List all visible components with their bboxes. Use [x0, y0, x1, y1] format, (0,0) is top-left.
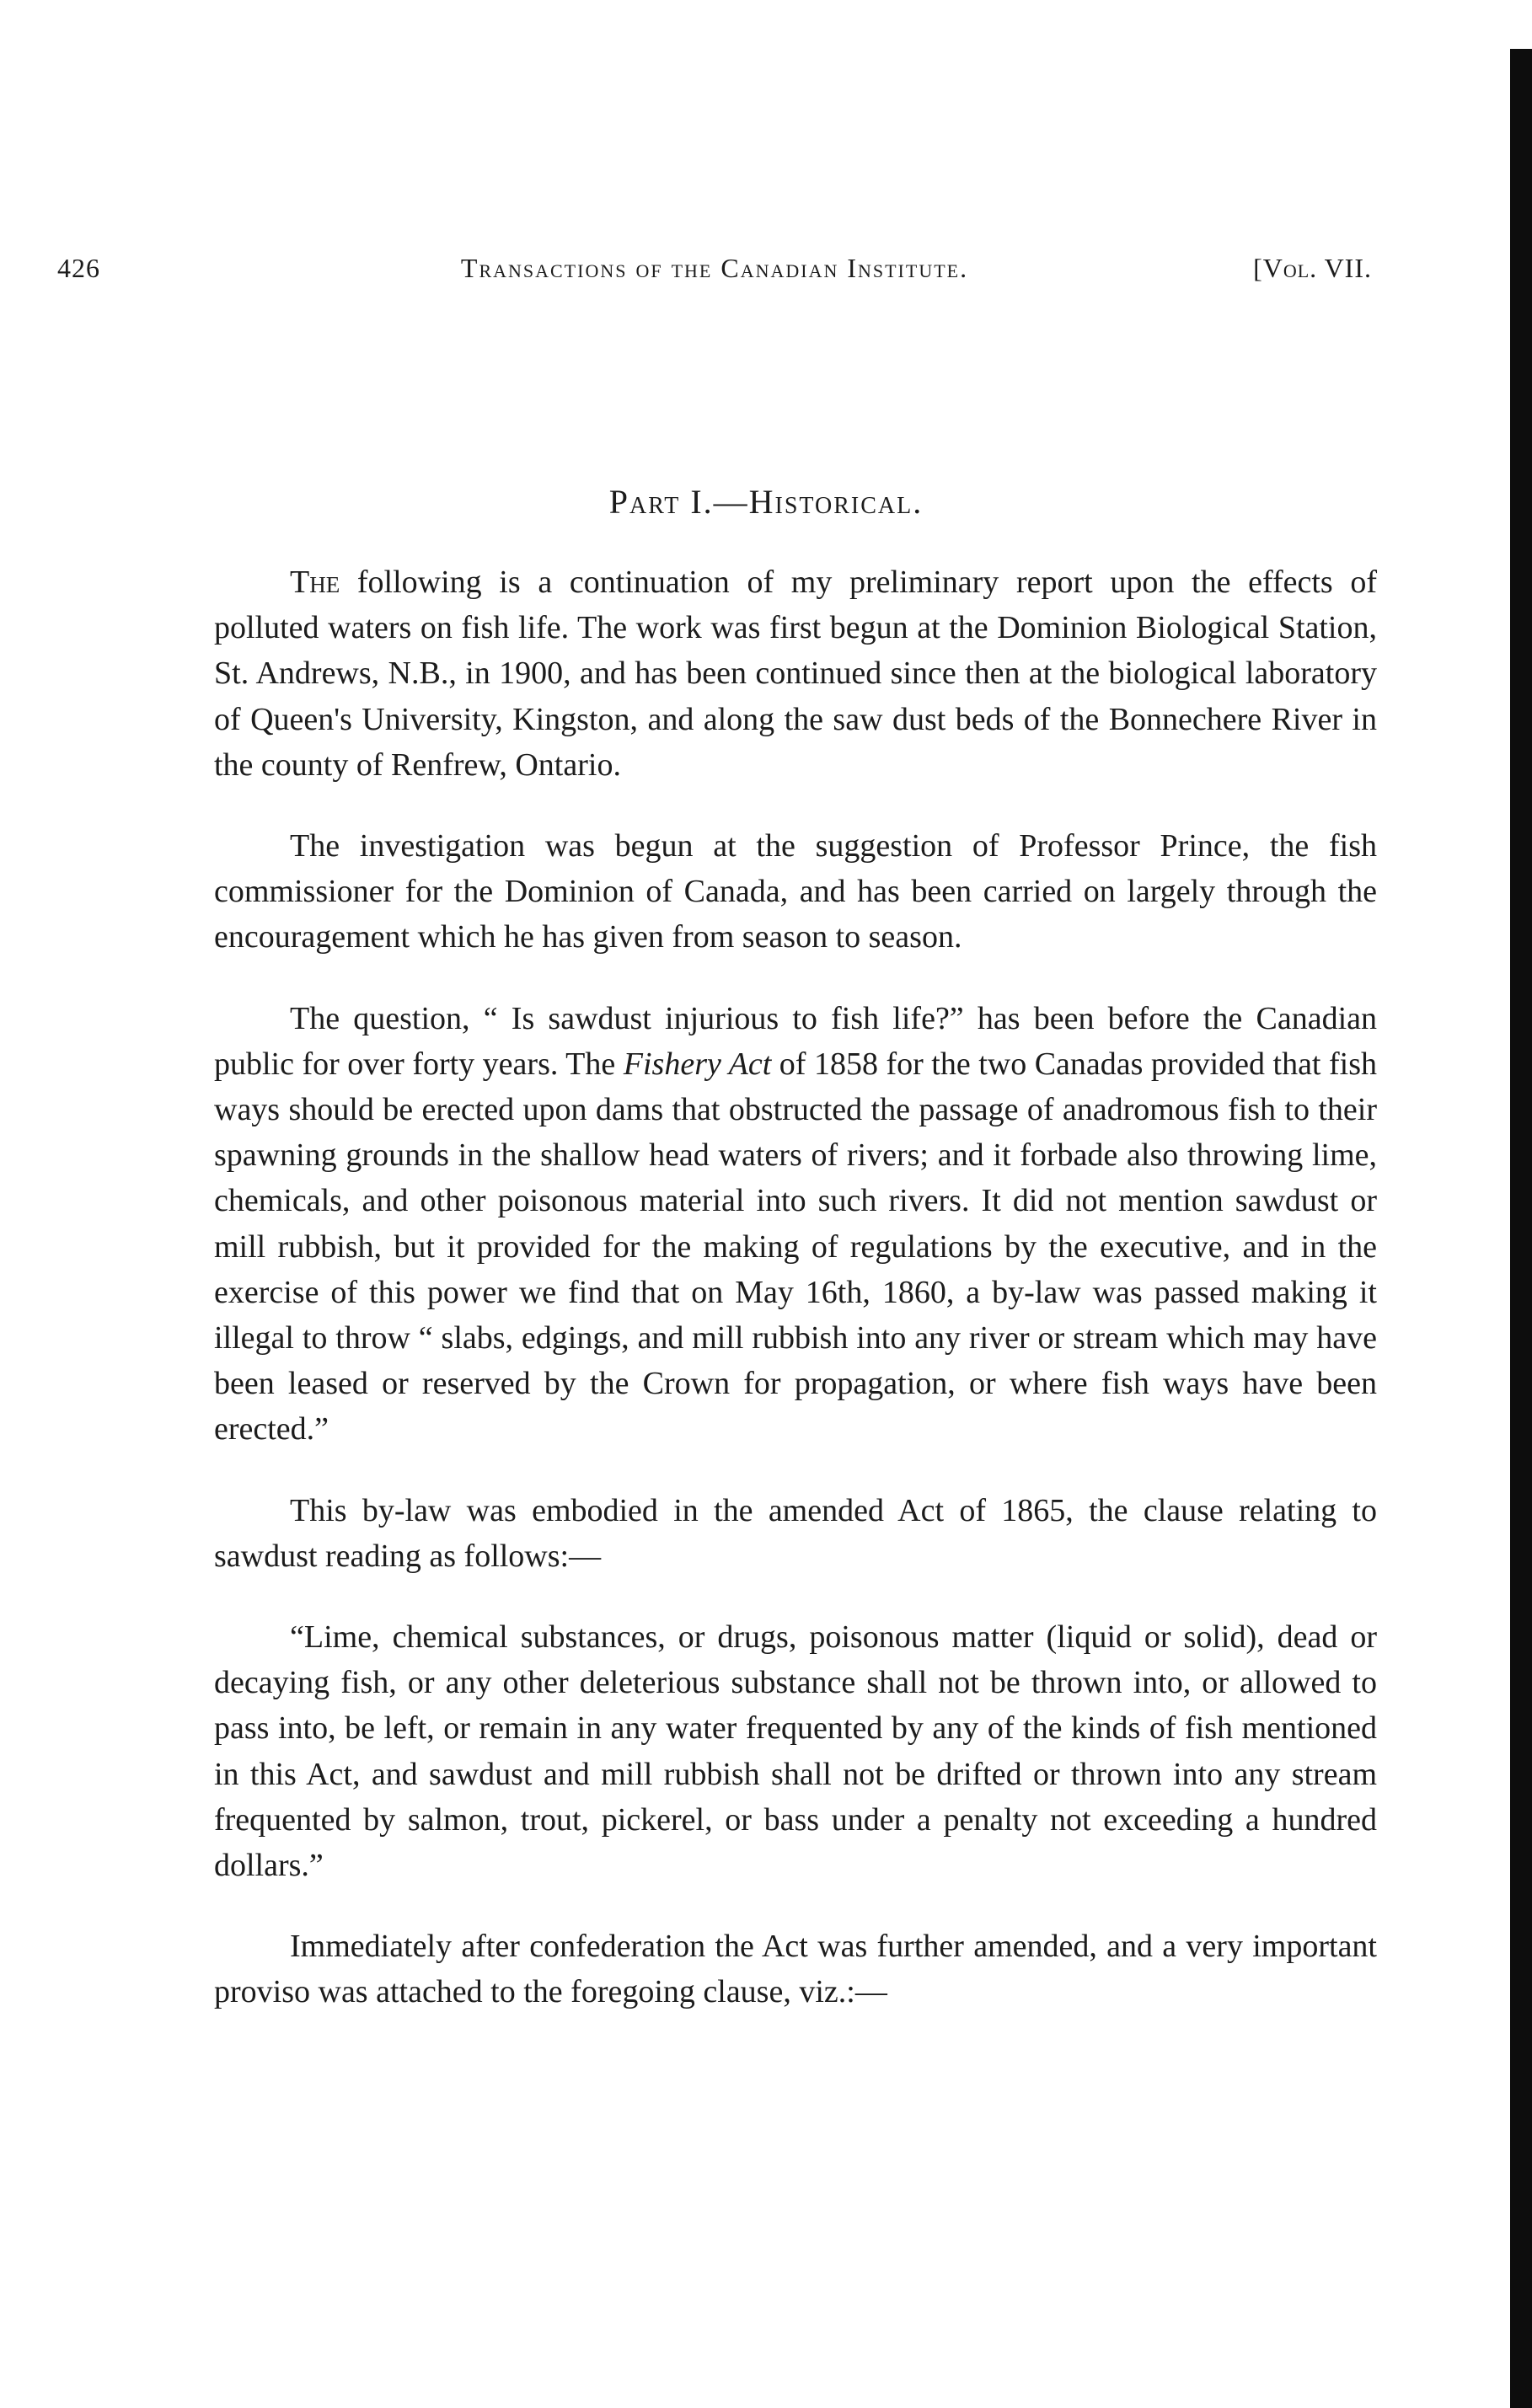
paragraph-1-lead: The — [290, 565, 340, 600]
quoted-clause: “Lime, chemical substances, or drugs, poisonous matter (liquid or solid), dead or decaying fish, or any other deleterious substance shall not be thrown into, or allowed to pass into, be left, or remain in any water frequented by any of the kinds of fish mentioned in this Act, and sawdust and mill rubbish shall not be drifted or thrown into any stream frequented by salmon, trout, pickerel, or bass under a penalty not exceeding a hundred dollars.” — [214, 1619, 1377, 1884]
running-title: Transactions of the Canadian Institute. — [460, 253, 969, 283]
paragraph-1-text: following is a continuation of my preliminary report upon the effects of polluted waters on fish life. The work was first begun at the Dominion Biological Station, St. Andrews, N.B., in 1900, and has been continued since then at the biological laboratory of Queen's University, Kingston, and along the saw dust beds of the Bonnechere River in the county of Renfrew, Ontario. — [214, 565, 1377, 783]
paragraph-3-text-b: of 1858 for the two Canadas provided that fish ways should be erected upon dams that obstructed the passage of anadromous fish to their spawning grounds in the shallow head waters of rivers; and it forbade also throwing lime, chemicals, and other poisonous material into such rivers. It did not mention sawdust or mill rubbish, but it provided for the making of regulations by the executive, and in the exercise of this power we find that on May 16th, 1860, a by-law was passed making it illegal to throw “ slabs, edgings, and mill rubbish into any river or stream which may have been leased or reserved by the Crown for propagation, or where fish ways have been erected.” — [214, 1046, 1377, 1447]
section-heading: Part I.—Historical. — [608, 483, 924, 521]
paragraph-3 — [214, 996, 1377, 1453]
volume-label: [Vol. VII. — [1253, 253, 1372, 283]
body-text — [214, 559, 1377, 2051]
page-number: 426 — [57, 253, 100, 283]
paragraph-1 — [214, 559, 1377, 788]
scan-edge-shadow — [1510, 49, 1532, 2408]
paragraph-2: The investigation was begun at the suggestion of Professor Prince, the fish commissioner for the Dominion of Canada, and has been carried on largely through the encouragement which he has given from season to season. — [214, 828, 1377, 955]
paragraph-3-text-a: The question, “ Is sawdust injurious to fish life?” has been before the Canadian public for over forty years. The — [214, 1000, 1377, 1082]
paragraph-3-italic: Fishery Act — [623, 1046, 772, 1082]
running-header — [57, 253, 1372, 295]
paragraph-4: This by-law was embodied in the amended Act of 1865, the clause relating to sawdust reading as follows:— — [214, 1492, 1377, 1574]
paragraph-6: Immediately after confederation the Act was further amended, and a very important proviso was attached to the foregoing clause, viz.:— — [214, 1929, 1377, 2010]
